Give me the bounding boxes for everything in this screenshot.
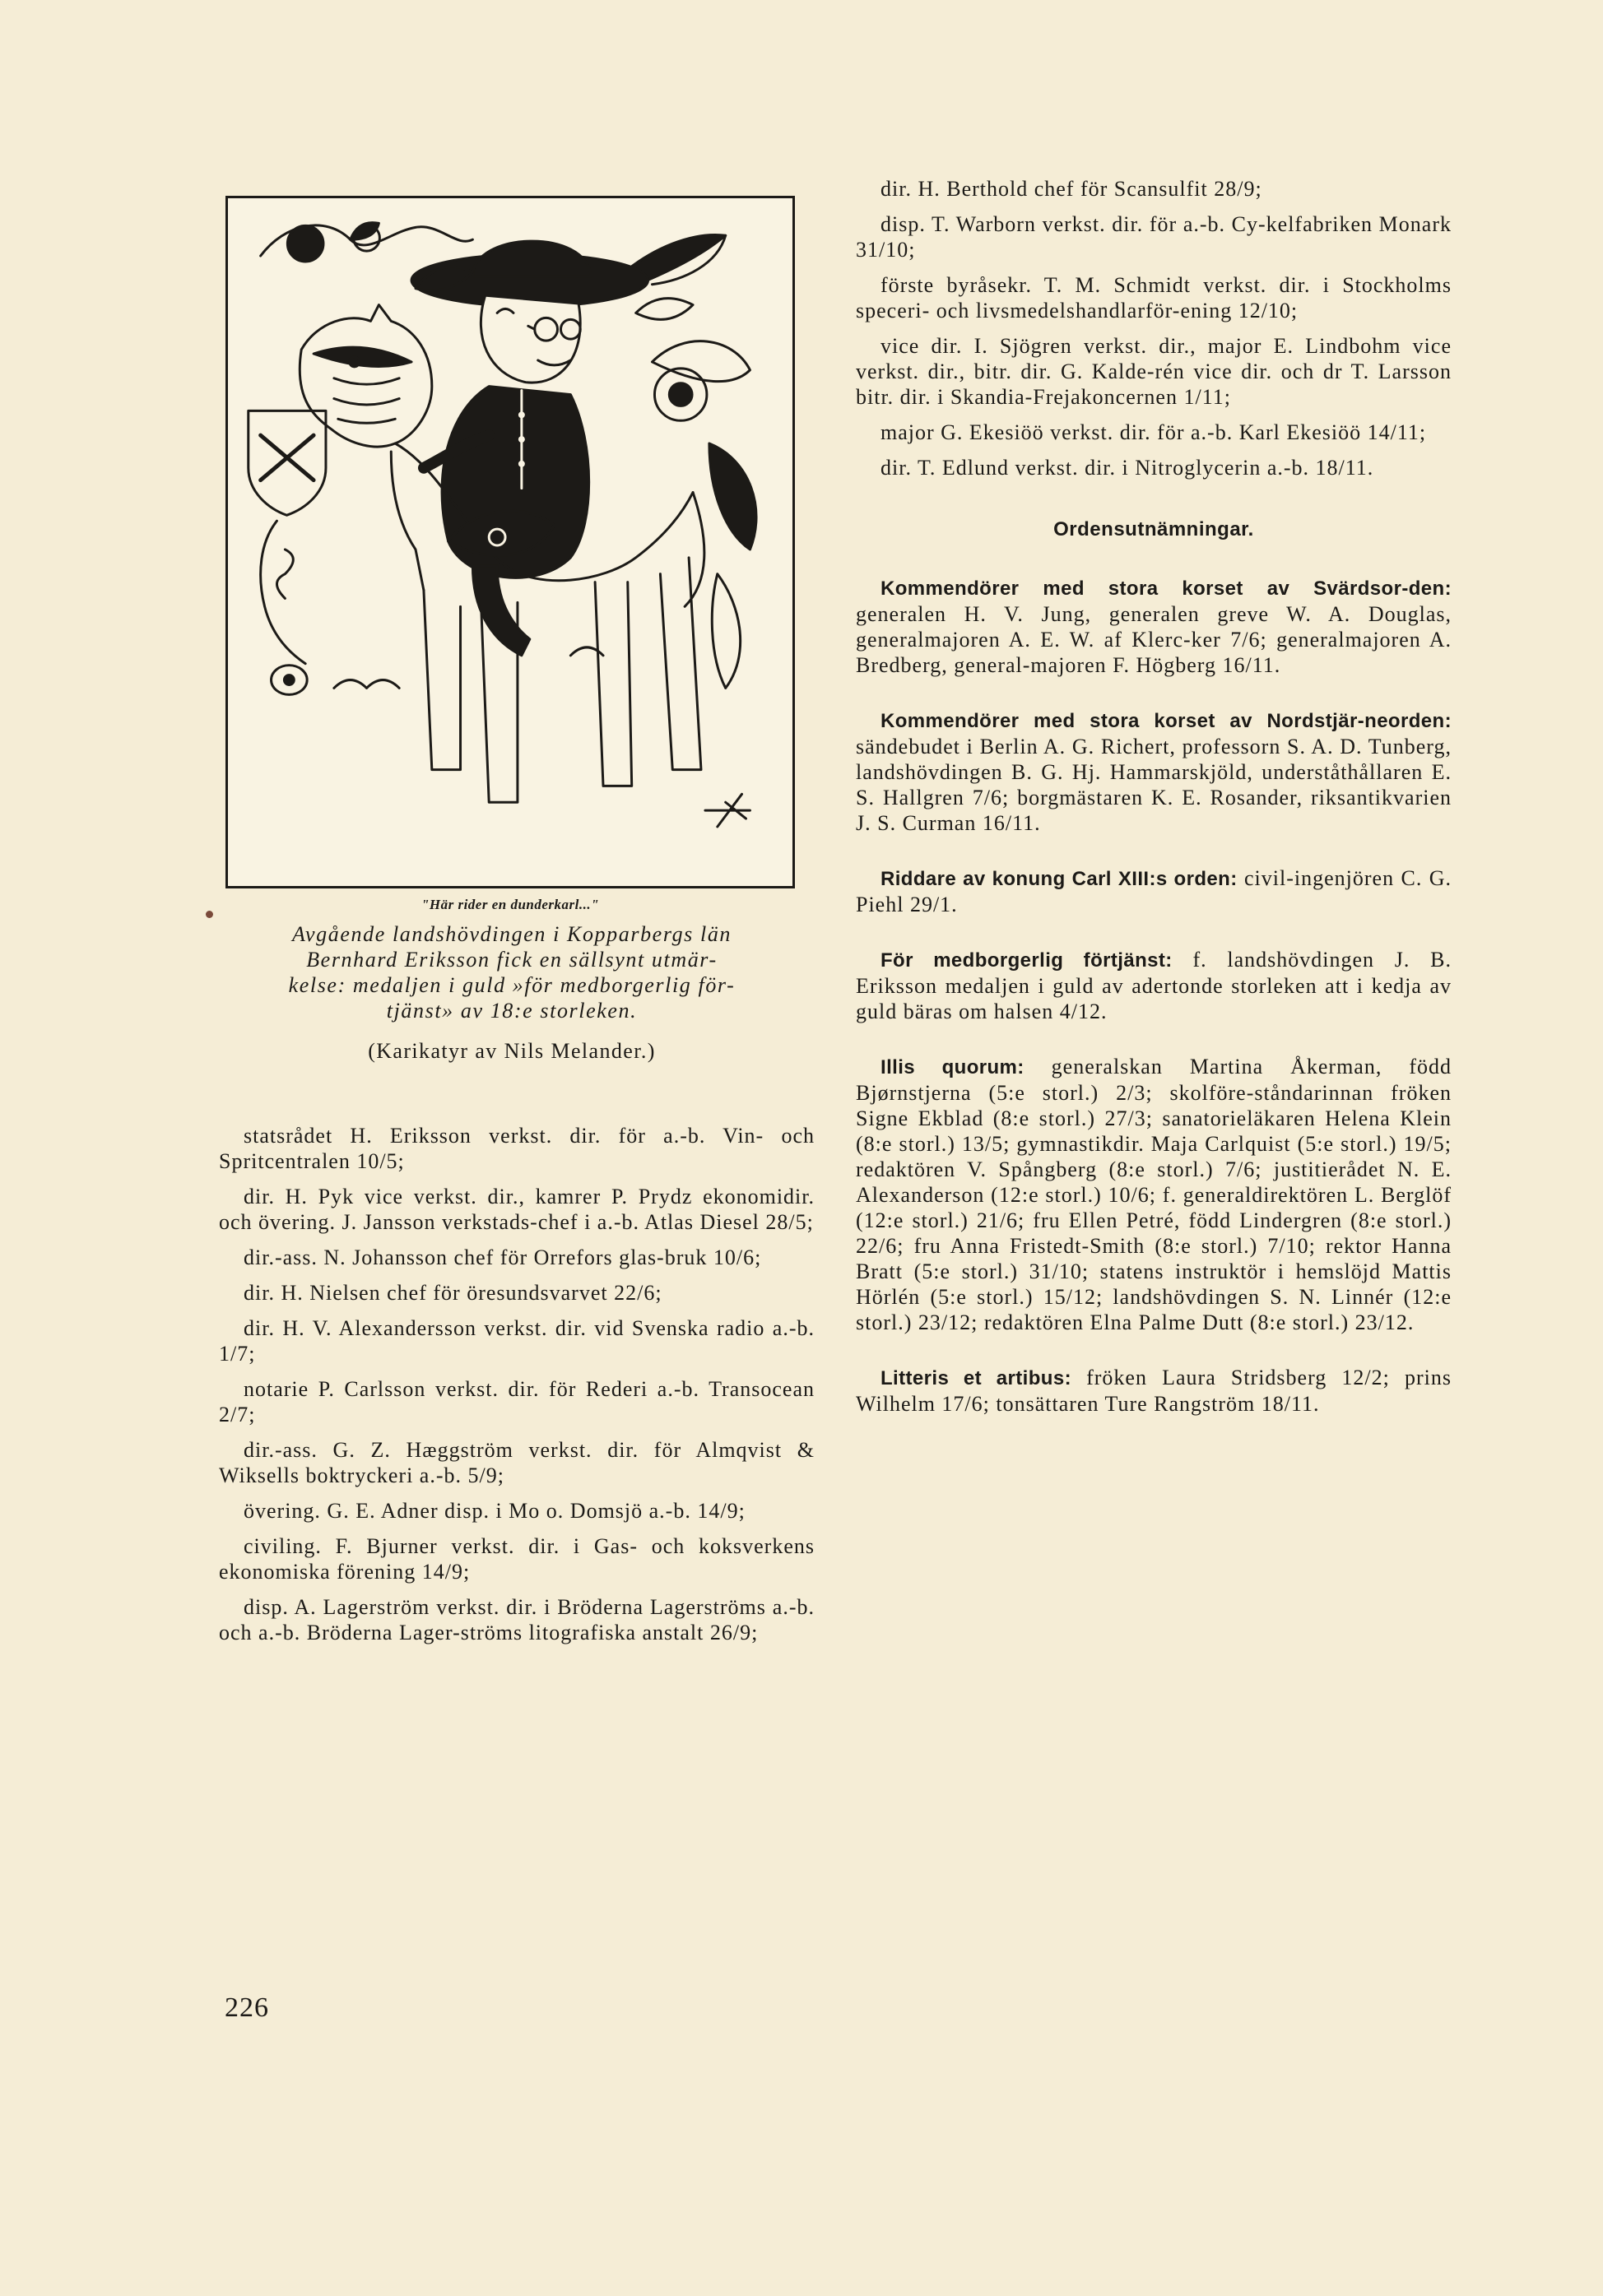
order-section xyxy=(856,575,1452,678)
illustration-caption xyxy=(219,921,805,1023)
margin-mark xyxy=(206,911,213,918)
order-section xyxy=(856,707,1452,836)
appointment-entry: vice dir. I. Sjögren verkst. dir., major E. Lindbohm vice verkst. dir., bitr. dir. G. Kalde-rén vice dir. och dr T. Larsson bitr. dir. i Skandia-Frejakoncernen 1/11; xyxy=(856,334,1452,409)
order-section-text: sändebudet i Berlin A. G. Richert, professorn S. A. D. Tunberg, landshövdingen B. G. Hj. Hammarskjöld, underståthållaren E. S. Hallgren 7/6; borgmästaren K. E. Rosander, riksantikvarien J. S. Curman 16/11. xyxy=(856,735,1452,835)
order-section-text: generalen H. V. Jung, generalen greve W. A. Douglas, generalmajoren A. E. W. af Klerc-ker 7/6; generalmajoren A. Bredberg, general-majoren F. Högberg 16/11. xyxy=(856,602,1452,677)
order-section-text: fröken Laura Stridsberg 12/2; prins Wilhelm 17/6; tonsättaren Ture Rangström 18/11. xyxy=(856,1366,1452,1416)
appointment-entry: major G. Ekesiöö verkst. dir. för a.-b. Karl Ekesiöö 14/11; xyxy=(880,420,1427,444)
page-number: 226 xyxy=(225,1992,269,2023)
caption-line: Bernhard Eriksson fick en sällsynt utmär- xyxy=(306,948,718,972)
caricature-drawing xyxy=(228,198,792,886)
order-section-lead: Riddare av konung Carl XIII:s orden: xyxy=(880,868,1238,890)
order-section-text: f. landshövdingen J. B. Eriksson medaljen i guld av adertonde storleken att i kedja av guld bäras om halsen 4/12. xyxy=(856,948,1452,1023)
caption-line: Avgående landshövdingen i Kopparbergs län xyxy=(291,922,732,946)
order-section-lead: Kommendörer med stora korset av Svärdsor-den: xyxy=(880,577,1452,600)
order-section-text: generalskan Martina Åkerman, född Bjørnstjerna (5:e storl.) 2/3; skolföre-ståndarinnan fröken Signe Ekblad (8:e storl.) 27/3; sanatorieläkaren Helena Klein (8:e storl.) 13/5; gymnastikdir. Maja Carlquist (5:e storl.) 19/5; redaktören V. Spångberg (8:e storl.) 7/6; justitierådet N. E. Alexanderson (12:e storl.) 10/6; f. generaldirektören L. Berglöf (12:e storl.) 21/6; fru Ellen Petré, född Lindergren (8:e storl.) 22/6; fru Anna Fristedt-Smith (8:e storl.) 7/10; rektor Hanna Bratt (5:e storl.) 31/10; statens instruktör i hemslöjd Mattis Hörlén (5:e storl.) 15/12; landshövdingen S. N. Linnér (12:e storl.) 23/12; redaktören Elna Palme Dutt (8:e storl.) 23/12. xyxy=(856,1055,1452,1334)
appointment-entry: dir. H. Nielsen chef för öresundsvarvet 22/6; xyxy=(244,1281,662,1305)
appointment-entry: civiling. F. Bjurner verkst. dir. i Gas- och koksverkens ekonomiska förening 14/9; xyxy=(219,1534,815,1584)
caption-line: kelse: medaljen i guld »för medborgerlig för- xyxy=(288,973,736,997)
illustration-quote: "Här rider en dunderkarl..." xyxy=(420,897,600,912)
order-section xyxy=(856,1054,1452,1335)
appointment-entry: statsrådet H. Eriksson verkst. dir. för a.-b. Vin- och Spritcentralen 10/5; xyxy=(219,1124,815,1173)
appointment-entry: dir. H. V. Alexandersson verkst. dir. vid Svenska radio a.-b. 1/7; xyxy=(219,1316,815,1366)
appointment-entry: förste byråsekr. T. M. Schmidt verkst. dir. i Stockholms speceri- och livsmedelshandlarför-ening 12/10; xyxy=(856,273,1452,322)
order-section xyxy=(856,947,1452,1024)
order-section-lead: Illis quorum: xyxy=(880,1056,1025,1078)
illustration-credit: (Karikatyr av Nils Melander.) xyxy=(368,1039,656,1063)
appointment-entry: dir. H. Pyk vice verkst. dir., kamrer P. Prydz ekonomidir. och övering. J. Jansson verkstads-chef i a.-b. Atlas Diesel 28/5; xyxy=(219,1185,815,1234)
appointment-entry: dir.-ass. N. Johansson chef för Orrefors glas-bruk 10/6; xyxy=(244,1245,762,1269)
appointment-entry: disp. A. Lagerström verkst. dir. i Bröderna Lagerströms a.-b. och a.-b. Bröderna Lager-ströms litografiska anstalt 26/9; xyxy=(219,1595,815,1644)
order-section xyxy=(856,1365,1452,1417)
section-heading: Ordensutnämningar. xyxy=(1053,518,1254,540)
order-section-lead: Kommendörer med stora korset av Nordstjär-neorden: xyxy=(880,710,1452,732)
order-section-lead: Litteris et artibus: xyxy=(880,1367,1071,1389)
order-section-text: civil-ingenjören C. G. Piehl 29/1. xyxy=(856,866,1452,916)
appointment-entry: dir. H. Berthold chef för Scansulfit 28/9; xyxy=(880,177,1262,201)
left-text-column xyxy=(219,1123,815,1655)
appointment-entry: övering. G. E. Adner disp. i Mo o. Domsjö a.-b. 14/9; xyxy=(244,1499,746,1523)
appointment-entry: dir.-ass. G. Z. Hæggström verkst. dir. för Almqvist & Wiksells boktryckeri a.-b. 5/9; xyxy=(219,1438,815,1487)
caricature-illustration xyxy=(225,196,795,888)
appointment-entry: dir. T. Edlund verkst. dir. i Nitroglycerin a.-b. 18/11. xyxy=(880,456,1374,480)
order-section xyxy=(856,865,1452,917)
appointment-entry: disp. T. Warborn verkst. dir. för a.-b. Cy-kelfabriken Monark 31/10; xyxy=(856,212,1452,262)
order-section-lead: För medborgerlig förtjänst: xyxy=(880,949,1173,972)
appointment-entry: notarie P. Carlsson verkst. dir. för Rederi a.-b. Transocean 2/7; xyxy=(219,1377,815,1426)
right-text-column xyxy=(856,176,1452,1446)
caption-line: tjänst» av 18:e storleken. xyxy=(386,999,638,1023)
